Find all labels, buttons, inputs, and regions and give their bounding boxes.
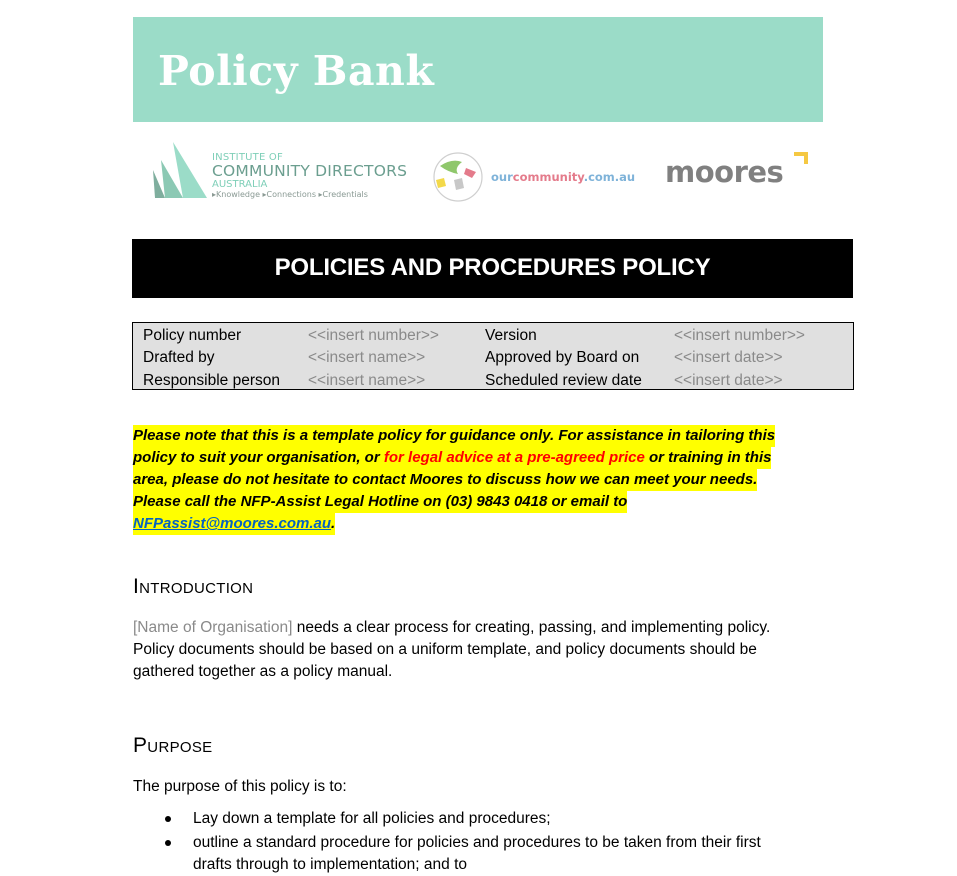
icda-line3: AUSTRALIA [212, 179, 268, 190]
meta-value[interactable]: <<insert date>> [674, 349, 783, 366]
intro-text: needs a clear process for creating, passing, and implementing policy. [292, 619, 771, 636]
purpose-bullet: Lay down a template for all policies and procedures; [193, 810, 551, 827]
moores-logo [665, 150, 815, 195]
oc-suffix: .com.au [583, 170, 636, 184]
document-title: POLICIES AND PROCEDURES POLICY [274, 254, 711, 281]
moores-corner-accent-icon [792, 150, 812, 170]
ourcommunity-figures-icon [432, 150, 488, 204]
banner-title: Policy Bank [158, 47, 435, 95]
bullet-icon [165, 840, 171, 846]
meta-value[interactable]: <<insert number>> [674, 327, 805, 344]
purpose-heading: Purpose [133, 734, 213, 757]
icda-sails-icon [151, 140, 211, 202]
meta-label: Scheduled review date [485, 372, 642, 389]
purpose-bullet-continuation: drafts through to implementation; and to [193, 856, 467, 873]
oc-middle: community [512, 170, 584, 184]
purpose-intro: The purpose of this policy is to: [133, 778, 347, 795]
org-name-placeholder[interactable]: [Name of Organisation] [133, 619, 293, 636]
icda-line1: INSTITUTE OF [212, 152, 283, 163]
purpose-bullet: outline a standard procedure for policies and procedures to be taken from their first [193, 834, 761, 851]
oc-prefix: our [491, 170, 513, 184]
ourcommunity-logo [432, 150, 636, 204]
moores-wordmark: moores [665, 155, 784, 189]
meta-label: Responsible person [143, 372, 281, 389]
notice-line [133, 513, 335, 535]
ourcommunity-wordmark [491, 170, 635, 184]
nfpassist-email-link[interactable]: NFPassist@moores.com.au [133, 515, 332, 532]
notice-legal-advice-highlight: for legal advice at a pre-agreed price [383, 449, 645, 466]
icda-logo [151, 140, 411, 202]
intro-paragraph-line [133, 617, 770, 639]
notice-line: area, please do not hesitate to contact Moores to discuss how we can meet your needs. [133, 469, 757, 491]
introduction-heading: Introduction [133, 575, 254, 598]
meta-label: Drafted by [143, 349, 215, 366]
meta-value[interactable]: <<insert number>> [308, 327, 439, 344]
notice-line [133, 447, 771, 469]
icda-line2: COMMUNITY DIRECTORS [212, 162, 408, 180]
meta-label: Policy number [143, 327, 242, 344]
document-title-bar [132, 239, 853, 298]
notice-text: or training in this [644, 449, 772, 466]
intro-paragraph-line: Policy documents should be based on a uniform template, and policy documents should be [133, 641, 757, 658]
notice-text: policy to suit your organisation, or [133, 449, 384, 466]
meta-label: Version [485, 327, 537, 344]
icda-tagline: ▸Knowledge ▸Connections ▸Credentials [212, 190, 368, 199]
meta-value[interactable]: <<insert name>> [308, 349, 426, 366]
policy-bank-banner [133, 17, 823, 122]
notice-text: . [331, 515, 336, 532]
policy-meta-table [132, 322, 854, 390]
notice-line: Please call the NFP-Assist Legal Hotline on (03) 9843 0418 or email to [133, 491, 627, 513]
meta-value[interactable]: <<insert date>> [674, 372, 783, 389]
meta-value[interactable]: <<insert name>> [308, 372, 426, 389]
intro-paragraph-line: gathered together as a policy manual. [133, 663, 393, 680]
meta-label: Approved by Board on [485, 349, 640, 366]
bullet-icon [165, 816, 171, 822]
notice-line: Please note that this is a template policy for guidance only. For assistance in tailoring this [133, 425, 775, 447]
